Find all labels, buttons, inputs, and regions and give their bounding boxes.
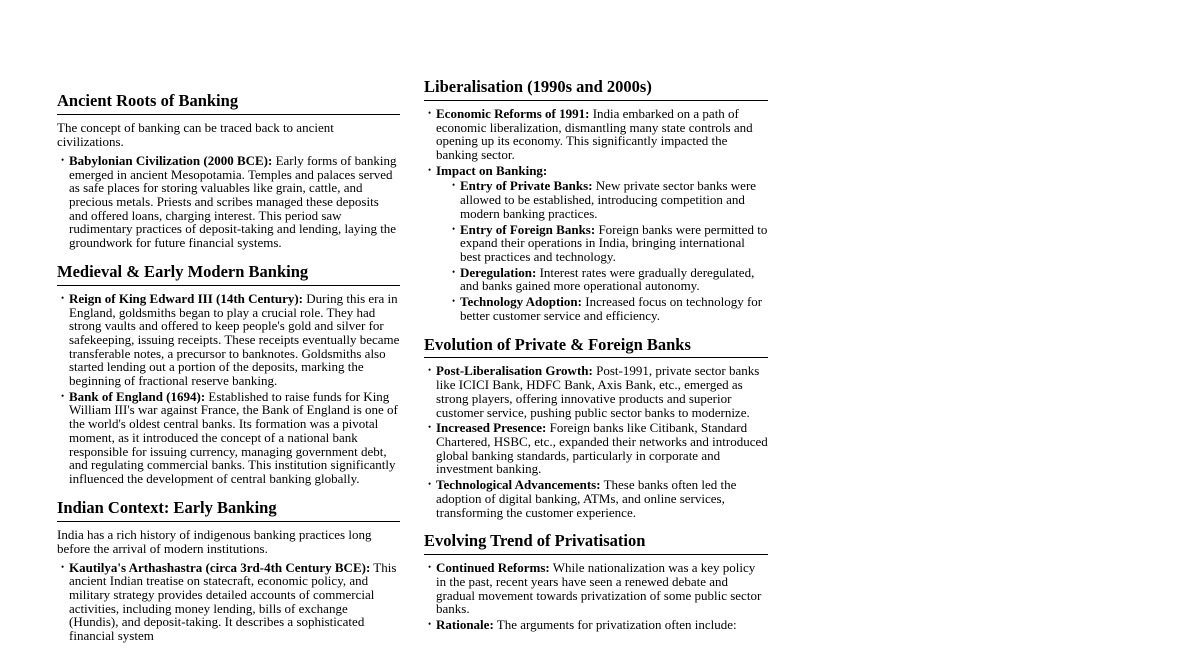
section-evolution-of-private-foreign-banks [424,336,768,520]
bullet-list [57,292,400,486]
item-label: Increased Presence: [436,420,547,436]
sub-list-item [448,223,768,264]
list-item [424,364,768,419]
list-item [424,164,768,323]
item-text: During this era in England, goldsmiths began to play a crucial role. They had strong vaults and offered to keep people's gold and silver for safekeeping, issuing receipts. These receipts eventually became transferable notes, a precursor to banknotes. Goldsmiths also started lending out a portion of the deposits, marking the beginning of fractional reserve banking. [69,290,400,389]
item-label: Bank of England (1694): [69,388,206,404]
section-heading: Medieval & Early Modern Banking [57,263,400,286]
sub-list [436,179,768,322]
bullet-list [424,364,768,519]
section-liberalisation-1990s-and-2000s [424,78,768,323]
section-medieval-early-modern-banking [57,263,400,486]
item-label: Reign of King Edward III (14th Century): [69,290,304,306]
section-heading: Evolution of Private & Foreign Banks [424,336,768,359]
item-text: Foreign banks like Citibank, Standard Chartered, HSBC, etc., expanded their networks and introduced global banking standards, particularly in corporate and investment banking. [436,420,768,477]
item-label: Economic Reforms of 1991: [436,105,590,121]
item-text: Foreign banks were permitted to expand their operations in India, bringing international best practices and technology. [460,221,768,264]
item-label: Deregulation: [460,264,537,280]
item-text: While nationalization was a key policy in the past, recent years have seen a renewed debate and gradual movement towards privatization of some public sector banks. [436,560,762,617]
list-item [424,478,768,519]
item-label: Impact on Banking: [436,162,548,178]
section-heading: Indian Context: Early Banking [57,499,400,522]
section-ancient-roots-of-banking [57,92,400,250]
item-text: Interest rates were gradually deregulated, and banks gained more operational autonomy. [460,264,755,294]
list-item [424,561,768,616]
item-text: Increased focus on technology for better customer service and efficiency. [460,294,763,323]
list-item [57,561,400,643]
bullet-list [57,561,400,643]
bullet-list [57,154,400,250]
item-text: The arguments for privatization often include: [493,617,737,632]
item-text: This ancient Indian treatise on statecraft, economic policy, and military strategy provides detailed accounts of commercial activities, including money lending, bills of exchange (Hundis), and deposit-taking. It describes a sophisticated financial system [69,559,397,644]
item-label: Entry of Private Banks: [460,178,593,194]
sub-list-item [448,266,768,293]
list-item [57,154,400,250]
item-label: Kautilya's Arthashastra (circa 3rd-4th Century BCE): [69,559,371,575]
item-label: Post-Liberalisation Growth: [436,363,593,379]
section-indian-context-early-banking [57,499,400,643]
list-item [424,107,768,162]
list-item [57,292,400,388]
section-heading: Liberalisation (1990s and 2000s) [424,78,768,101]
item-label: Technology Adoption: [460,294,582,310]
right-column [424,78,768,645]
section-evolving-trend-of-privatisation [424,532,768,631]
item-text: Post-1991, private sector banks like ICICI Bank, HDFC Bank, Axis Bank, etc., emerged as strong players, offering innovative products and superior customer service, pushing public sector banks to modernize. [436,363,760,420]
list-item [424,421,768,476]
section-heading: Evolving Trend of Privatisation [424,532,768,555]
left-column [57,92,400,656]
item-text: These banks often led the adoption of digital banking, ATMs, and online services, transforming the customer experience. [436,477,737,520]
item-label: Rationale: [436,617,494,632]
item-text: New private sector banks were allowed to be established, introducing competition and modern banking practices. [460,178,757,221]
item-text: Established to raise funds for King William III's war against France, the Bank of England is one of the world's oldest central banks. Its formation was a pivotal moment, as it introduced the concept of a national bank responsible for issuing currency, managing government debt, and regulating commercial banks. This institution significantly influenced the development of central banking globally. [69,388,398,486]
item-label: Babylonian Civilization (2000 BCE): [69,152,273,168]
item-label: Continued Reforms: [436,560,550,576]
item-text: India embarked on a path of economic liberalization, dismantling many state controls and opening up its economy. This significantly impacted the banking sector. [436,105,753,163]
sub-list-item [448,295,768,322]
sub-list-item [448,179,768,220]
list-item [57,390,400,486]
section-heading: Ancient Roots of Banking [57,92,400,115]
item-label: Technological Advancements: [436,477,601,493]
section-intro: India has a rich history of indigenous banking practices long before the arrival of modern institutions. [57,526,372,556]
section-intro: The concept of banking can be traced back to ancient civilizations. [57,119,334,149]
bullet-list [424,561,768,632]
item-text: Early forms of banking emerged in ancient Mesopotamia. Temples and palaces served as safe places for storing valuables like grain, cattle, and precious metals. Priests and scribes managed these deposits and offered loans, charging interest. This period saw rudimentary practices of deposit-taking and lending, laying the groundwork for future financial systems. [69,152,397,251]
item-label: Entry of Foreign Banks: [460,221,596,237]
list-item [424,618,768,632]
bullet-list [424,107,768,323]
